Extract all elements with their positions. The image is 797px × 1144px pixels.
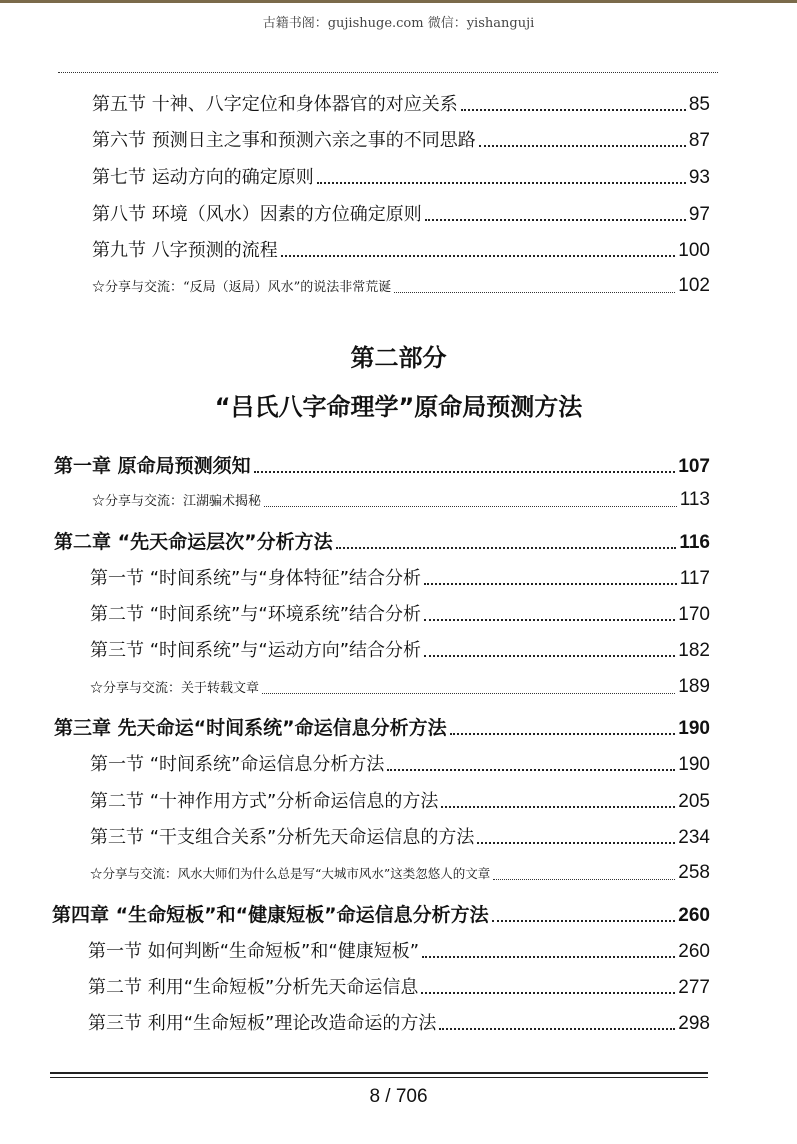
header-divider — [58, 72, 718, 73]
toc-entry[interactable] — [90, 636, 710, 662]
toc-note-entry[interactable] — [92, 489, 710, 511]
toc-entry-page: 116 — [679, 532, 710, 553]
leader-dots — [424, 583, 677, 585]
toc-entry[interactable] — [92, 126, 710, 152]
toc-entry-page: 113 — [679, 489, 710, 510]
part-label: 第二部分 — [350, 344, 447, 372]
toc-entry-page: 87 — [688, 130, 710, 151]
leader-dots — [336, 547, 677, 549]
watermark-text: 古籍书阁：gujishuge.com 微信：yishanguji — [262, 16, 535, 31]
footer-rule-thin — [50, 1077, 708, 1078]
leader-dots — [262, 693, 675, 694]
leader-dots — [424, 619, 675, 621]
toc-entry-title: 第八节 环境（风水）因素的方位确定原则 — [92, 204, 422, 225]
toc-entry-title: 第四章 “生命短板”和“健康短板”命运信息分析方法 — [52, 904, 489, 926]
leader-dots — [317, 182, 686, 184]
toc-entry[interactable] — [92, 200, 710, 226]
toc-note-entry[interactable] — [92, 275, 710, 297]
toc-entry-page: 260 — [678, 905, 710, 926]
toc-entry-title: 第五节 十神、八字定位和身体器官的对应关系 — [92, 94, 458, 115]
toc-entry-page: 182 — [678, 640, 710, 661]
toc-entry-page: 258 — [678, 862, 710, 883]
toc-chapter[interactable] — [54, 527, 710, 554]
leader-dots — [492, 920, 676, 922]
toc-entry-page: 102 — [678, 275, 710, 296]
toc-entry[interactable] — [92, 90, 710, 116]
toc-entry-title: 第三节 “干支组合关系”分析先天命运信息的方法 — [90, 827, 475, 848]
toc-chapter[interactable] — [54, 451, 710, 478]
toc-entry-page: 107 — [678, 456, 710, 477]
toc-chapter[interactable] — [54, 713, 710, 740]
toc-entry-page: 260 — [678, 941, 710, 962]
toc-entry-page: 190 — [678, 718, 710, 739]
leader-dots — [425, 219, 686, 221]
toc-entry-page: 170 — [678, 604, 710, 625]
top-border — [0, 0, 797, 3]
leader-dots — [477, 842, 675, 844]
leader-dots — [421, 992, 675, 994]
leader-dots — [461, 109, 686, 111]
toc-entry-title: 第二节 “十神作用方式”分析命运信息的方法 — [90, 791, 439, 812]
toc-entry[interactable] — [92, 236, 710, 262]
toc-entry-title: ☆分享与交流：“反局（返局）风水”的说法非常荒诞 — [92, 280, 392, 295]
toc-entry-page: 190 — [678, 754, 710, 775]
toc-entry-title: ☆分享与交流：风水大师们为什么总是写“大城市风水”这类忽悠人的文章 — [90, 866, 491, 881]
toc-entry[interactable] — [92, 163, 710, 189]
toc-entry-title: 第三节 “时间系统”与“运动方向”结合分析 — [90, 640, 422, 661]
leader-dots — [450, 733, 676, 735]
toc-entry-title: 第九节 八字预测的流程 — [92, 240, 278, 261]
leader-dots — [254, 471, 676, 473]
toc-note-entry[interactable] — [90, 862, 710, 884]
toc-entry-title: 第二节 利用“生命短板”分析先天命运信息 — [88, 977, 419, 998]
leader-dots — [479, 145, 686, 147]
leader-dots — [281, 255, 676, 257]
toc-entry[interactable] — [90, 787, 710, 813]
toc-entry-title: 第三节 利用“生命短板”理论改造命运的方法 — [88, 1013, 437, 1034]
toc-note-entry[interactable] — [90, 676, 710, 698]
toc-entry-title: 第二章 “先天命运层次”分析方法 — [54, 531, 333, 553]
toc-entry-title: 第六节 预测日主之事和预测六亲之事的不同思路 — [92, 130, 476, 151]
toc-entry-title: ☆分享与交流：关于转载文章 — [90, 681, 260, 696]
toc-chapter[interactable] — [52, 900, 710, 927]
leader-dots — [441, 806, 675, 808]
toc-entry[interactable] — [88, 973, 710, 999]
footer-rule — [50, 1072, 708, 1074]
toc-entry-title: 第二节 “时间系统”与“环境系统”结合分析 — [90, 604, 422, 625]
toc-entry[interactable] — [88, 1009, 710, 1035]
toc-entry-page: 234 — [678, 827, 710, 848]
toc-entry-title: 第七节 运动方向的确定原则 — [92, 167, 314, 188]
toc-entry[interactable] — [90, 564, 710, 590]
toc-entry-page: 100 — [678, 240, 710, 261]
toc-entry-page: 298 — [678, 1013, 710, 1034]
toc-entry-page: 85 — [688, 94, 710, 115]
toc-entry-page: 97 — [688, 204, 710, 225]
part-title: “吕氏八字命理学”原命局预测方法 — [214, 393, 583, 421]
toc-entry-page: 205 — [678, 791, 710, 812]
toc-entry[interactable] — [88, 937, 710, 963]
leader-dots — [422, 956, 675, 958]
toc-entry-title: 第一章 原命局预测须知 — [54, 455, 251, 477]
leader-dots — [264, 506, 677, 507]
toc-entry-title: 第一节 如何判断“生命短板”和“健康短板” — [88, 941, 420, 962]
leader-dots — [493, 879, 675, 880]
leader-dots — [424, 655, 675, 657]
toc-entry-title: 第一节 “时间系统”命运信息分析方法 — [90, 754, 385, 775]
toc-entry[interactable] — [90, 600, 710, 626]
page-indicator: 8 / 706 — [369, 1086, 428, 1107]
toc-entry-title: ☆分享与交流：江湖骗术揭秘 — [92, 494, 262, 509]
toc-entry-title: 第一节 “时间系统”与“身体特征”结合分析 — [90, 568, 422, 589]
leader-dots — [387, 769, 675, 771]
leader-dots — [439, 1028, 675, 1030]
toc-entry-title: 第三章 先天命运“时间系统”命运信息分析方法 — [54, 717, 447, 739]
toc-entry-page: 189 — [678, 676, 710, 697]
leader-dots — [394, 292, 675, 293]
toc-entry[interactable] — [90, 823, 710, 849]
toc-entry-page: 117 — [679, 568, 710, 589]
toc-entry-page: 93 — [688, 167, 710, 188]
toc-entry[interactable] — [90, 750, 710, 776]
toc-entry-page: 277 — [678, 977, 710, 998]
